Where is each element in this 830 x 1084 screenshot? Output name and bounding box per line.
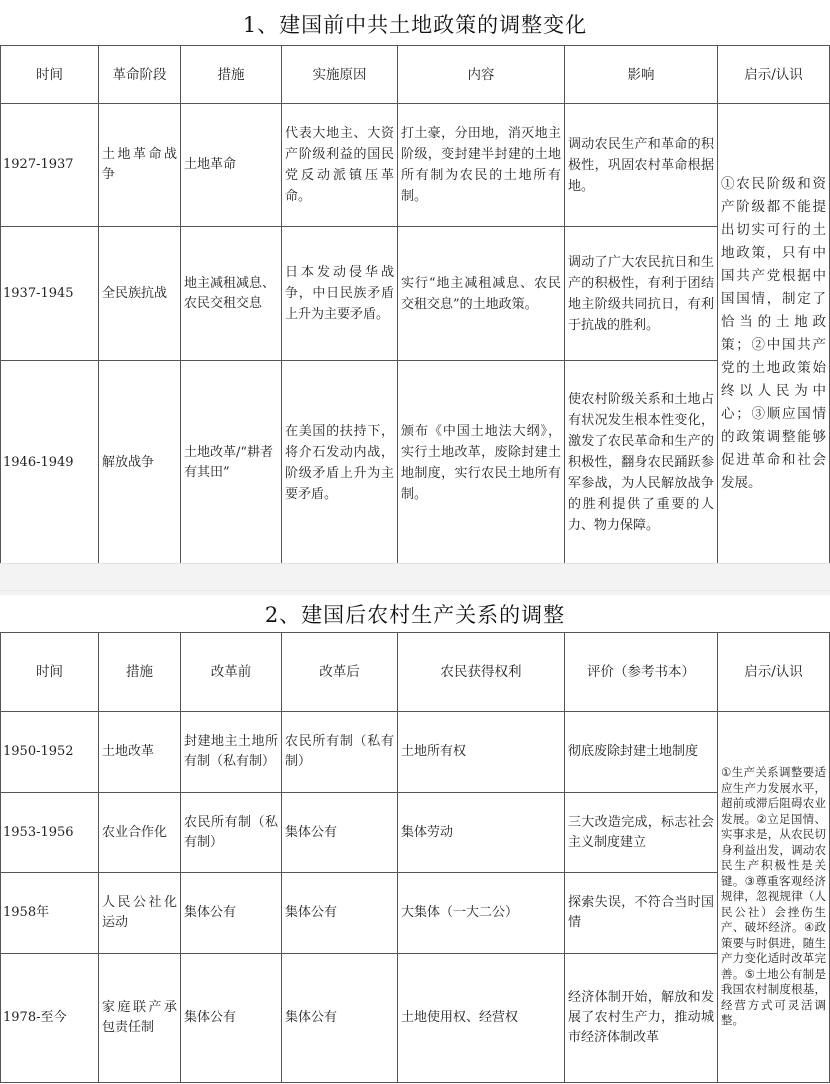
header-reason: 实施原因 xyxy=(282,46,398,104)
table-header-row xyxy=(1,633,830,712)
cell-stage: 土地革命战争 xyxy=(99,104,181,227)
cell-time: 1978-至今 xyxy=(1,954,99,1083)
cell-measure: 土地革命 xyxy=(181,104,282,227)
cell-evaluation: 经济体制开始，解放和发展了农村生产力，推动城市经济体制改革 xyxy=(565,954,718,1083)
cell-after: 集体公有 xyxy=(282,954,398,1083)
cell-evaluation: 彻底废除封建土地制度 xyxy=(565,712,718,793)
cell-measure: 地主减租减息、农民交租交息 xyxy=(181,227,282,361)
cell-impact: 调动了广大农民抗日和生产的积极性，有利于团结地主阶级共同抗日，有利于抗战的胜利。 xyxy=(565,227,718,361)
cell-after: 集体公有 xyxy=(282,793,398,873)
cell-measure: 土地改革 xyxy=(99,712,181,793)
cell-before: 集体公有 xyxy=(181,954,282,1083)
section1-title: 1、建国前中共土地政策的调整变化 xyxy=(242,13,588,37)
table-row xyxy=(1,361,830,565)
cell-time: 1946-1949 xyxy=(1,361,99,565)
cell-before: 集体公有 xyxy=(181,873,282,954)
header-before: 改革前 xyxy=(181,633,282,712)
pre-1949-land-policy-table xyxy=(0,45,830,565)
cell-reason: 在美国的扶持下，将介石发动内战，阶级矛盾上升为主要矛盾。 xyxy=(282,361,398,565)
cell-measure: 家庭联产承包责任制 xyxy=(99,954,181,1083)
cell-lesson: ①农民阶级和资产阶级都不能提出切实可行的土地政策，只有中国共产党根据中国国情，制定了恰当的土地政策；②中国共产党的土地政策始终以人民为中心；③顺应国情的政策调整能够促进革命和社会发展。 xyxy=(718,104,830,565)
cell-time: 1927-1937 xyxy=(1,104,99,227)
cell-rights: 集体劳动 xyxy=(398,793,565,873)
table-header-row xyxy=(1,46,830,104)
cell-time: 1953-1956 xyxy=(1,793,99,873)
header-time: 时间 xyxy=(1,46,99,104)
cell-evaluation: 三大改造完成，标志社会主义制度建立 xyxy=(565,793,718,873)
section2-title: 2、建国后农村生产关系的调整 xyxy=(264,603,566,627)
cell-measure: 人民公社化运动 xyxy=(99,873,181,954)
cell-after: 集体公有 xyxy=(282,873,398,954)
header-content: 内容 xyxy=(398,46,565,104)
table-row xyxy=(1,104,830,227)
cell-measure: 土地改革/“耕者有其田” xyxy=(181,361,282,565)
cell-time: 1950-1952 xyxy=(1,712,99,793)
table-row xyxy=(1,793,830,873)
post-1949-rural-relations-table xyxy=(0,632,830,1083)
header-measure: 措施 xyxy=(99,633,181,712)
cell-time: 1958年 xyxy=(1,873,99,954)
header-evaluation: 评价（参考书本） xyxy=(565,633,718,712)
cell-reason: 日本发动侵华战争，中日民族矛盾上升为主要矛盾。 xyxy=(282,227,398,361)
header-measure: 措施 xyxy=(181,46,282,104)
header-stage: 革命阶段 xyxy=(99,46,181,104)
cell-impact: 调动农民生产和革命的积极性，巩固农村革命根据地。 xyxy=(565,104,718,227)
cell-stage: 全民族抗战 xyxy=(99,227,181,361)
header-after: 改革后 xyxy=(282,633,398,712)
cell-before: 农民所有制（私有制） xyxy=(181,793,282,873)
cell-evaluation: 探索失误，不符合当时国情 xyxy=(565,873,718,954)
cell-impact: 使农村阶级关系和土地占有状况发生根本性变化，激发了农民革命和生产的积极性，翻身农民踊跃参军参战，为人民解放战争的胜利提供了重要的人力、物力保障。 xyxy=(565,361,718,565)
cell-reason: 代表大地主、大资产阶级利益的国民党反动派镇压革命。 xyxy=(282,104,398,227)
header-impact: 影响 xyxy=(565,46,718,104)
cell-stage: 解放战争 xyxy=(99,361,181,565)
cell-time: 1937-1945 xyxy=(1,227,99,361)
cell-rights: 大集体（一大二公） xyxy=(398,873,565,954)
cell-measure: 农业合作化 xyxy=(99,793,181,873)
table-row xyxy=(1,873,830,954)
cell-lesson: ①生产关系调整要适应生产力发展水平，超前或滞后阻碍农业发展。②立足国情、实事求是，从农民切身利益出发，调动农民生产积极性是关键。③尊重客观经济规律，忽视规律（人民公社）会挫伤生产、破坏经济。④政策要与时俱进，随生产力变化适时改革完善。⑤土地公有制是我国农村制度根基，经营方式可灵活调整。 xyxy=(718,712,830,1083)
header-lesson: 启示/认识 xyxy=(718,46,830,104)
table-row xyxy=(1,712,830,793)
cell-rights: 土地使用权、经营权 xyxy=(398,954,565,1083)
cell-content: 打土豪，分田地，消灭地主阶级，变封建半封建的土地所有制为农民的土地所有制。 xyxy=(398,104,565,227)
header-time: 时间 xyxy=(1,633,99,712)
header-rights: 农民获得权利 xyxy=(398,633,565,712)
header-lesson: 启示/认识 xyxy=(718,633,830,712)
cell-after: 农民所有制（私有制） xyxy=(282,712,398,793)
cell-content: 实行“地主减租减息、农民交租交息”的土地政策。 xyxy=(398,227,565,361)
cell-rights: 土地所有权 xyxy=(398,712,565,793)
cell-before: 封建地主土地所有制（私有制） xyxy=(181,712,282,793)
table-row xyxy=(1,954,830,1083)
table-row xyxy=(1,227,830,361)
cell-content: 颁布《中国土地法大纲》，实行土地改革，废除封建土地制度，实行农民土地所有制。 xyxy=(398,361,565,565)
section-separator xyxy=(0,563,830,595)
